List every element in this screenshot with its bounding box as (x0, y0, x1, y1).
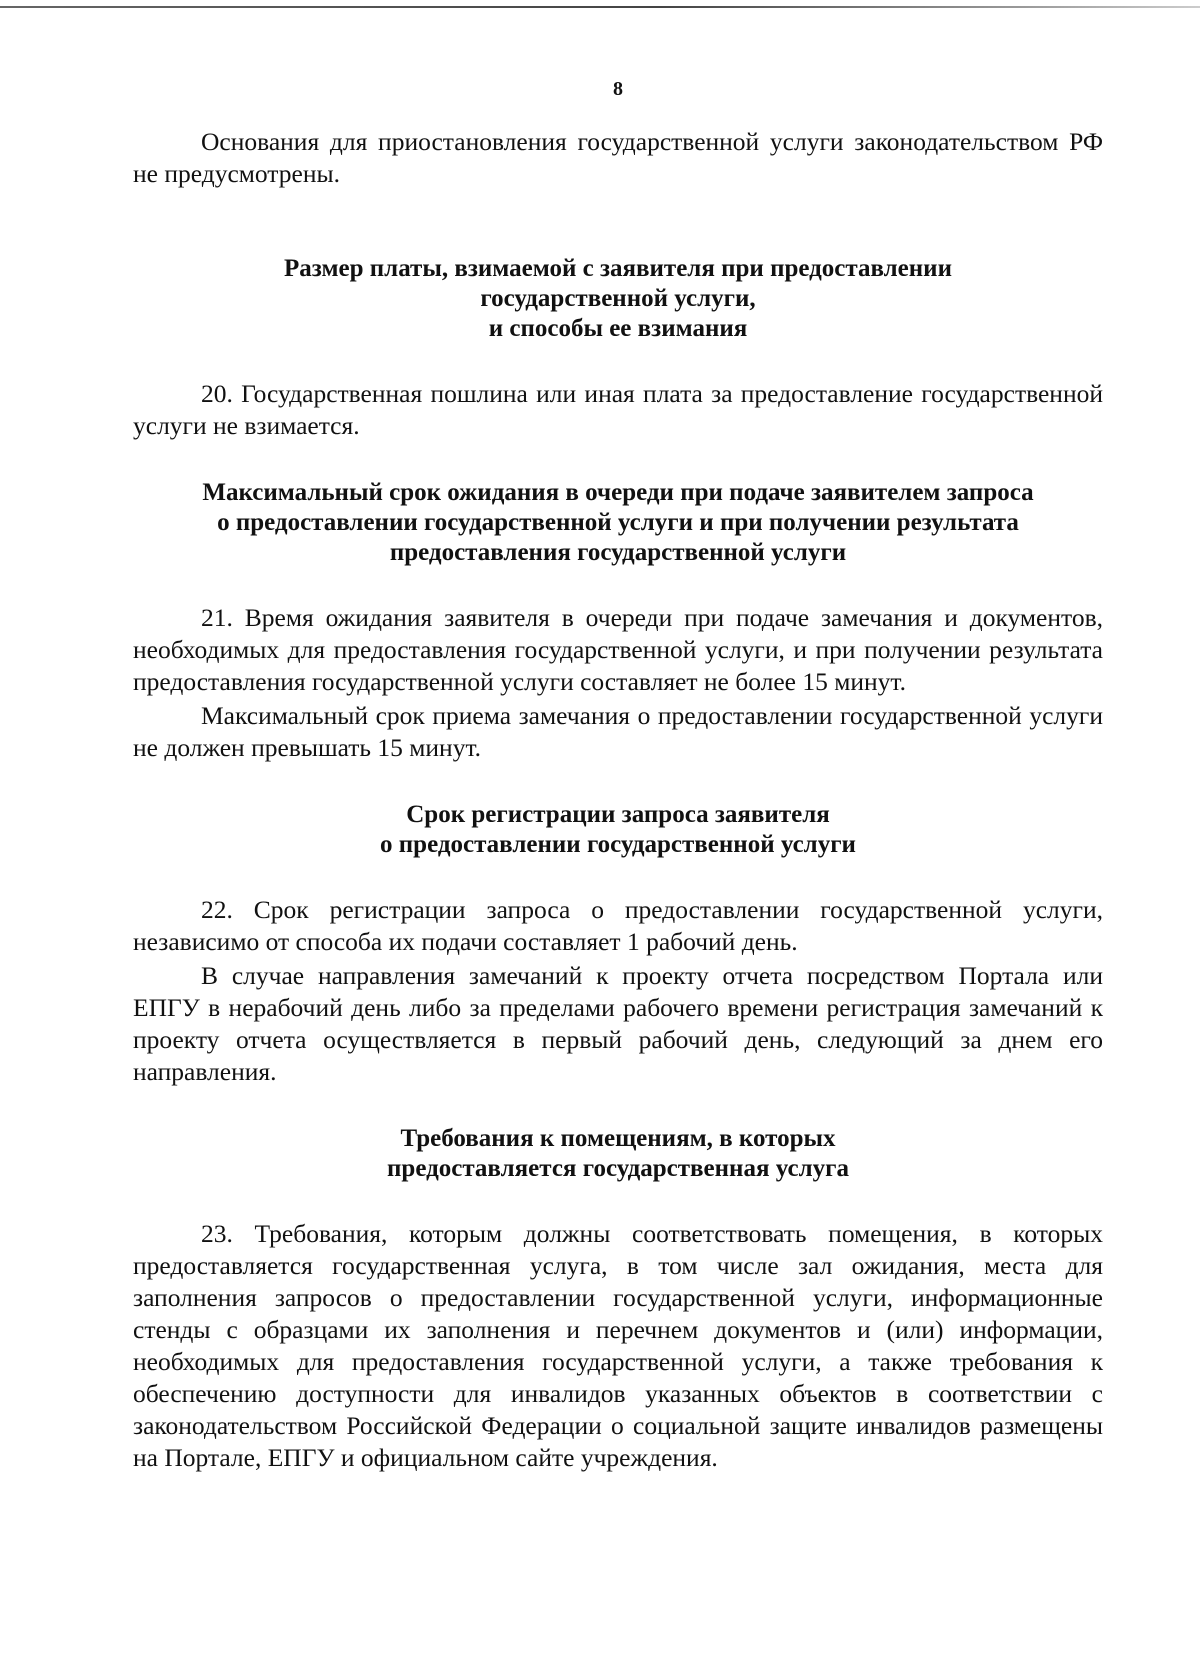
heading-registration-term (133, 800, 1103, 860)
page-number: 8 (613, 78, 623, 100)
paragraph-23: 23. Требования, которым должны соответствовать помещения, в которых предоставляется государственная услуга, в том числе зал ожидания, места для заполнения запросов о предоставлении государственной услуги, информационные стенды с образцами их заполнения и перечнем документов и (или) информации, необходимых для предоставления государственной услуги, а также требования к обеспечению доступности для инвалидов указанных объектов в соответствии с законодательством Российской Федерации о социальной защите инвалидов размещены на Портале, ЕПГУ и официальном сайте учреждения. (133, 1219, 1103, 1472)
heading-premises-requirements (133, 1124, 1103, 1184)
heading-line: о предоставлении государственной услуги и при получении результата (217, 509, 1019, 536)
heading-line: и способы ее взимания (488, 315, 748, 342)
paragraph-21: 21. Время ожидания заявителя в очереди при подаче замечания и документов, необходимых для предоставления государственной услуги, и при получении результата предоставления государственной услуги составляет не более 15 минут. (133, 603, 1103, 696)
heading-line: Размер платы, взимаемой с заявителя при предоставлении (284, 255, 952, 282)
heading-line: Требования к помещениям, в которых (400, 1125, 836, 1152)
heading-line: предоставляется государственная услуга (387, 1155, 849, 1182)
heading-line: Срок регистрации запроса заявителя (406, 801, 830, 828)
paragraph-22: 22. Срок регистрации запроса о предоставлении государственной услуги, независимо от способа их подачи составляет 1 рабочий день. (133, 895, 1103, 956)
heading-queue-waiting-time (133, 478, 1103, 568)
document-page (133, 78, 1103, 1474)
paragraph-22-non-working-day: В случае направления замечаний к проекту отчета посредством Портала или ЕПГУ в нерабочий день либо за пределами рабочего времени регистрация замечаний к проекту отчета осуществляется в первый рабочий день, следующий за днем его направления. (133, 961, 1103, 1086)
heading-line: предоставления государственной услуги (389, 539, 847, 566)
heading-line: государственной услуги, (480, 285, 756, 312)
paragraph-21-max-time: Максимальный срок приема замечания о предоставлении государственной услуги не должен превышать 15 минут. (133, 701, 1103, 762)
scan-top-rule (0, 6, 1200, 8)
paragraph-20: 20. Государственная пошлина или иная плата за предоставление государственной услуги не взимается. (133, 379, 1103, 440)
heading-line: о предоставлении государственной услуги (380, 831, 856, 858)
heading-line: Максимальный срок ожидания в очереди при подаче заявителем запроса (202, 479, 1034, 506)
heading-fee-size (133, 254, 1103, 344)
paragraph-suspension-grounds: Основания для приостановления государственной услуги законодательством РФ не предусмотрены. (133, 127, 1103, 188)
